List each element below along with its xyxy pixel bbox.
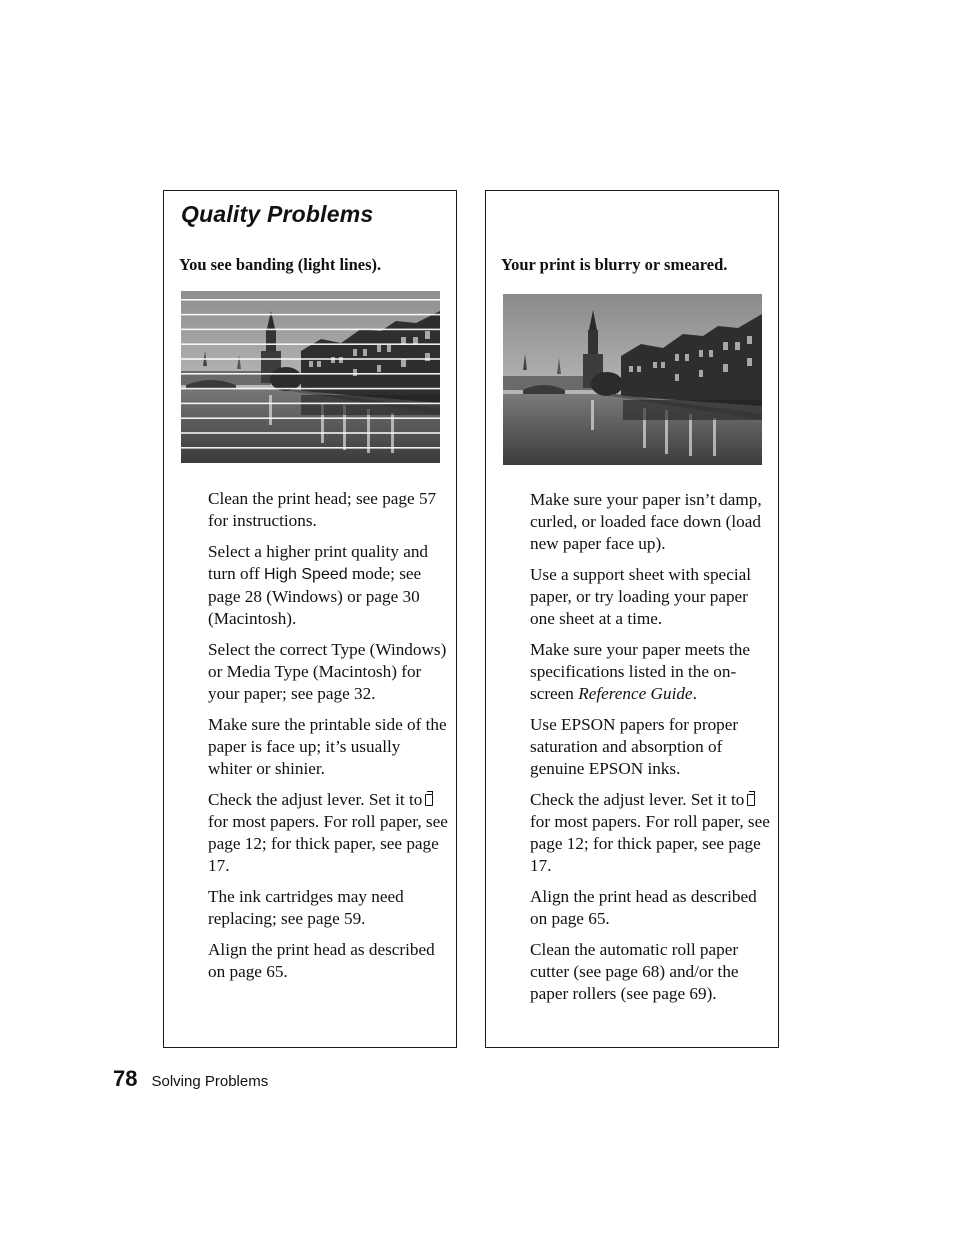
banding-solutions-list: [208, 488, 448, 992]
banding-line: [181, 358, 440, 360]
list-item: Use a support sheet with special paper, or try loading your paper one sheet at a time.: [530, 565, 751, 628]
banding-example-photo: [181, 291, 440, 463]
paper-lever-icon: [425, 794, 433, 806]
paper-lever-icon: [747, 794, 755, 806]
reference-guide-title: Reference Guide: [578, 684, 693, 703]
right-panel: [485, 190, 779, 1048]
banding-line: [181, 447, 440, 449]
list-item: The ink cartridges may need replacing; see page 59.: [208, 887, 404, 928]
section-title: Quality Problems: [181, 201, 374, 227]
list-item: Clean the automatic roll paper cutter (see page 68) and/or the paper rollers (see page 69).: [530, 940, 739, 1003]
banding-line: [181, 388, 440, 390]
list-item: Make sure your paper meets the specifications listed in the on-screen Reference Guide.: [530, 640, 751, 703]
banding-line: [181, 432, 440, 434]
blurry-heading: Your print is blurry or smeared.: [501, 255, 728, 274]
list-item: Select a higher print quality and turn off High Speed mode; see page 28 (Windows) or page 30 (Macintosh).: [208, 542, 429, 628]
banding-line: [181, 343, 440, 345]
list-item: Align the print head as described on page 65.: [208, 940, 435, 981]
left-panel: [163, 190, 457, 1048]
list-item: Make sure the printable side of the paper is face up; it’s usually whiter or shinier.: [208, 715, 447, 778]
banding-heading: You see banding (light lines).: [179, 255, 382, 274]
list-item: Check the adjust lever. Set it tofor most papers. For roll paper, see page 12; for thick paper, see page 17.: [208, 790, 448, 875]
blurry-solutions-list: [530, 489, 770, 1014]
banding-line: [181, 403, 440, 405]
list-item: Clean the print head; see page 57 for instructions.: [208, 489, 437, 530]
list-item: Use EPSON papers for proper saturation and absorption of genuine EPSON inks.: [530, 715, 739, 778]
page-footer: [113, 1066, 268, 1092]
banding-line: [181, 329, 440, 331]
banding-line: [181, 299, 440, 301]
banding-line: [181, 314, 440, 316]
chapter-label: Solving Problems: [151, 1073, 269, 1090]
blurry-example-photo: [503, 294, 762, 465]
list-item: Check the adjust lever. Set it tofor most papers. For roll paper, see page 12; for thick paper, see page 17.: [530, 790, 770, 875]
high-speed-mode-label: High Speed: [264, 566, 348, 583]
banding-line: [181, 373, 440, 375]
canal-scene-banded: [181, 291, 440, 463]
page-number: 78: [113, 1066, 138, 1091]
list-item: Make sure your paper isn’t damp, curled, or loaded face down (load new paper face up).: [530, 490, 762, 553]
canal-scene-clean: [503, 294, 762, 465]
list-item: Align the print head as described on page 65.: [530, 887, 757, 928]
list-item: Select the correct Type (Windows) or Media Type (Macintosh) for your paper; see page 32.: [208, 640, 447, 703]
banding-line: [181, 417, 440, 419]
